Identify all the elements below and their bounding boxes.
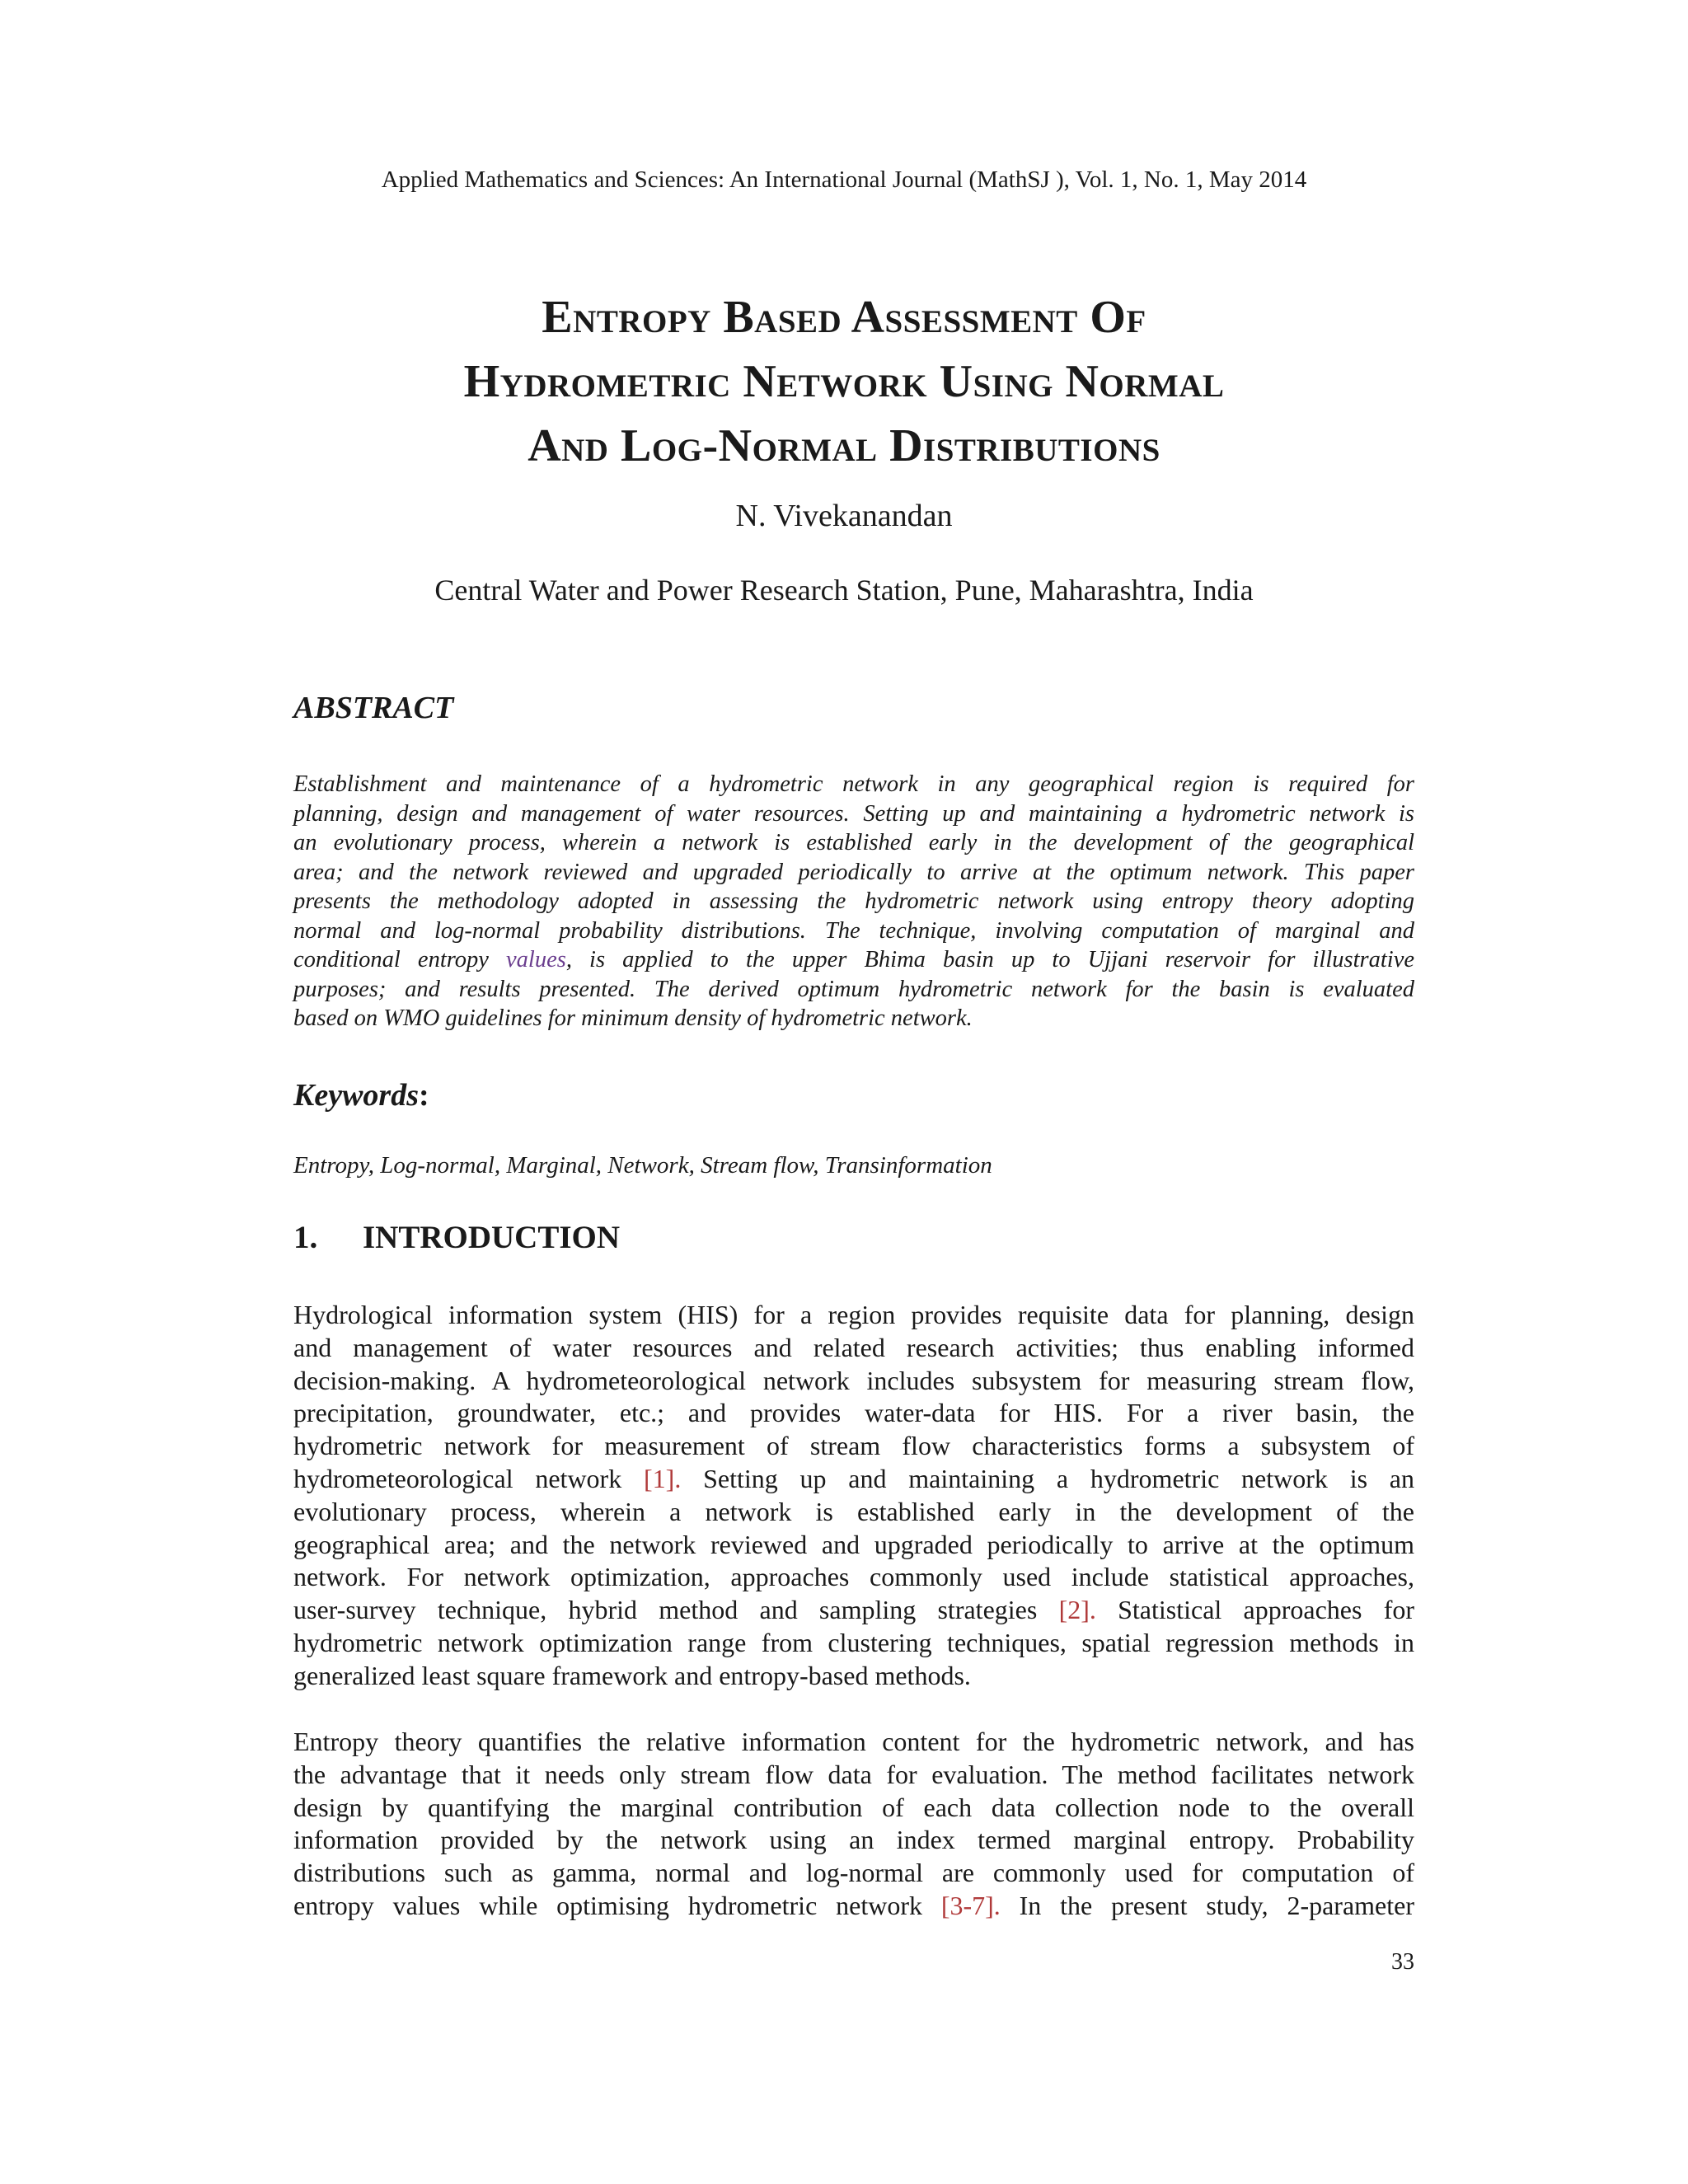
abstract-line bbox=[293, 945, 1414, 975]
paragraph-line: precipitation, groundwater, etc.; and provides water-data for HIS. For a river basin, the bbox=[293, 1398, 1414, 1428]
keywords-heading-colon: : bbox=[419, 1078, 429, 1113]
text-fragment: hydrometeorological network bbox=[293, 1463, 644, 1493]
citation-link-3-7[interactable]: [3-7]. bbox=[940, 1890, 1001, 1920]
keywords-heading bbox=[293, 1076, 429, 1114]
abstract-line: presents the methodology adopted in assessing the hydrometric network using entropy theory adopting bbox=[293, 888, 1414, 914]
paragraph-line bbox=[293, 1463, 1414, 1496]
abstract-heading: ABSTRACT bbox=[293, 691, 454, 725]
intro-paragraph-2 bbox=[293, 1726, 1414, 1923]
paragraph-line: distributions such as gamma, normal and log-normal are commonly used for computation of bbox=[293, 1858, 1414, 1888]
paragraph-line: Entropy theory quantifies the relative information content for the hydrometric network, and has bbox=[293, 1727, 1414, 1756]
page-number: 33 bbox=[1391, 1949, 1414, 1975]
paragraph-line: network. For network optimization, approaches commonly used include statistical approaches, bbox=[293, 1562, 1414, 1592]
title-line-3: And Log-Normal Distributions bbox=[528, 420, 1160, 471]
intro-paragraph-1 bbox=[293, 1299, 1414, 1693]
keywords-heading-label: Keywords bbox=[293, 1078, 419, 1113]
abstract-line: planning, design and management of water resources. Setting up and maintaining a hydrometric network is bbox=[293, 800, 1414, 827]
abstract-text bbox=[293, 770, 1414, 1033]
abstract-text-fragment: conditional entropy bbox=[293, 947, 507, 972]
paragraph-line bbox=[293, 1594, 1414, 1627]
abstract-line: normal and log-normal probability distributions. The technique, involving computation of marginal and bbox=[293, 917, 1414, 944]
text-fragment: Setting up and maintaining a hydrometric network is an bbox=[681, 1463, 1415, 1493]
author-name: N. Vivekanandan bbox=[735, 499, 953, 533]
paragraph-line: generalized least square framework and entropy-based methods. bbox=[293, 1660, 971, 1690]
paragraph-line: geographical area; and the network reviewed and upgraded periodically to arrive at the optimum bbox=[293, 1529, 1414, 1559]
paragraph-line bbox=[293, 1890, 1414, 1923]
paper-title bbox=[0, 285, 1688, 478]
citation-link-1[interactable]: [1]. bbox=[644, 1463, 682, 1493]
paragraph-line: design by quantifying the marginal contribution of each data collection node to the overall bbox=[293, 1792, 1414, 1822]
paragraph-line: hydrometric network for measurement of stream flow characteristics forms a subsystem of bbox=[293, 1431, 1414, 1461]
values-link[interactable]: values bbox=[506, 947, 566, 972]
paragraph-line: information provided by the network using an index termed marginal entropy. Probability bbox=[293, 1825, 1414, 1855]
paragraph-line: hydrometric network optimization range from clustering techniques, spatial regression methods in bbox=[293, 1627, 1414, 1657]
title-line-1: Entropy Based Assessment Of bbox=[542, 292, 1146, 343]
section-heading-introduction bbox=[293, 1218, 620, 1258]
author-affiliation: Central Water and Power Research Station, Pune, Maharashtra, India bbox=[434, 574, 1254, 607]
paragraph-line: decision-making. A hydrometeorological network includes subsystem for measuring stream flow, bbox=[293, 1365, 1414, 1395]
section-title: INTRODUCTION bbox=[363, 1220, 621, 1255]
abstract-line: based on WMO guidelines for minimum density of hydrometric network. bbox=[293, 1005, 973, 1031]
text-fragment: entropy values while optimising hydrometric network bbox=[293, 1890, 941, 1920]
text-fragment: Statistical approaches for bbox=[1095, 1595, 1415, 1625]
paragraph-line: Hydrological information system (HIS) for a region provides requisite data for planning, design bbox=[293, 1300, 1414, 1329]
abstract-line: area; and the network reviewed and upgraded periodically to arrive at the optimum network. This paper bbox=[293, 859, 1414, 885]
journal-header: Applied Mathematics and Sciences: An International Journal (MathSJ ), Vol. 1, No. 1, May 2014 bbox=[381, 166, 1307, 193]
title-line-2: Hydrometric Network Using Normal bbox=[463, 356, 1225, 407]
abstract-line: an evolutionary process, wherein a network is established early in the development of the geographical bbox=[293, 830, 1414, 855]
abstract-line: Establishment and maintenance of a hydrometric network in any geographical region is required for bbox=[293, 771, 1414, 797]
section-number: 1. bbox=[293, 1220, 318, 1255]
text-fragment: user-survey technique, hybrid method and sampling strategies bbox=[293, 1595, 1059, 1625]
citation-link-2[interactable]: [2]. bbox=[1058, 1595, 1096, 1625]
paragraph-line: and management of water resources and related research activities; thus enabling informed bbox=[293, 1332, 1414, 1362]
paragraph-line: the advantage that it needs only stream flow data for evaluation. The method facilitates network bbox=[293, 1759, 1414, 1789]
text-fragment: In the present study, 2-parameter bbox=[1000, 1890, 1415, 1920]
abstract-text-fragment: , is applied to the upper Bhima basin up to Ujjani reservoir for illustrative bbox=[565, 947, 1414, 972]
keywords-list: Entropy, Log-normal, Marginal, Network, Stream flow, Transinformation bbox=[293, 1152, 992, 1179]
paragraph-line: evolutionary process, wherein a network is established early in the development of the bbox=[293, 1496, 1414, 1526]
abstract-line: purposes; and results presented. The derived optimum hydrometric network for the basin is evaluated bbox=[293, 976, 1414, 1002]
